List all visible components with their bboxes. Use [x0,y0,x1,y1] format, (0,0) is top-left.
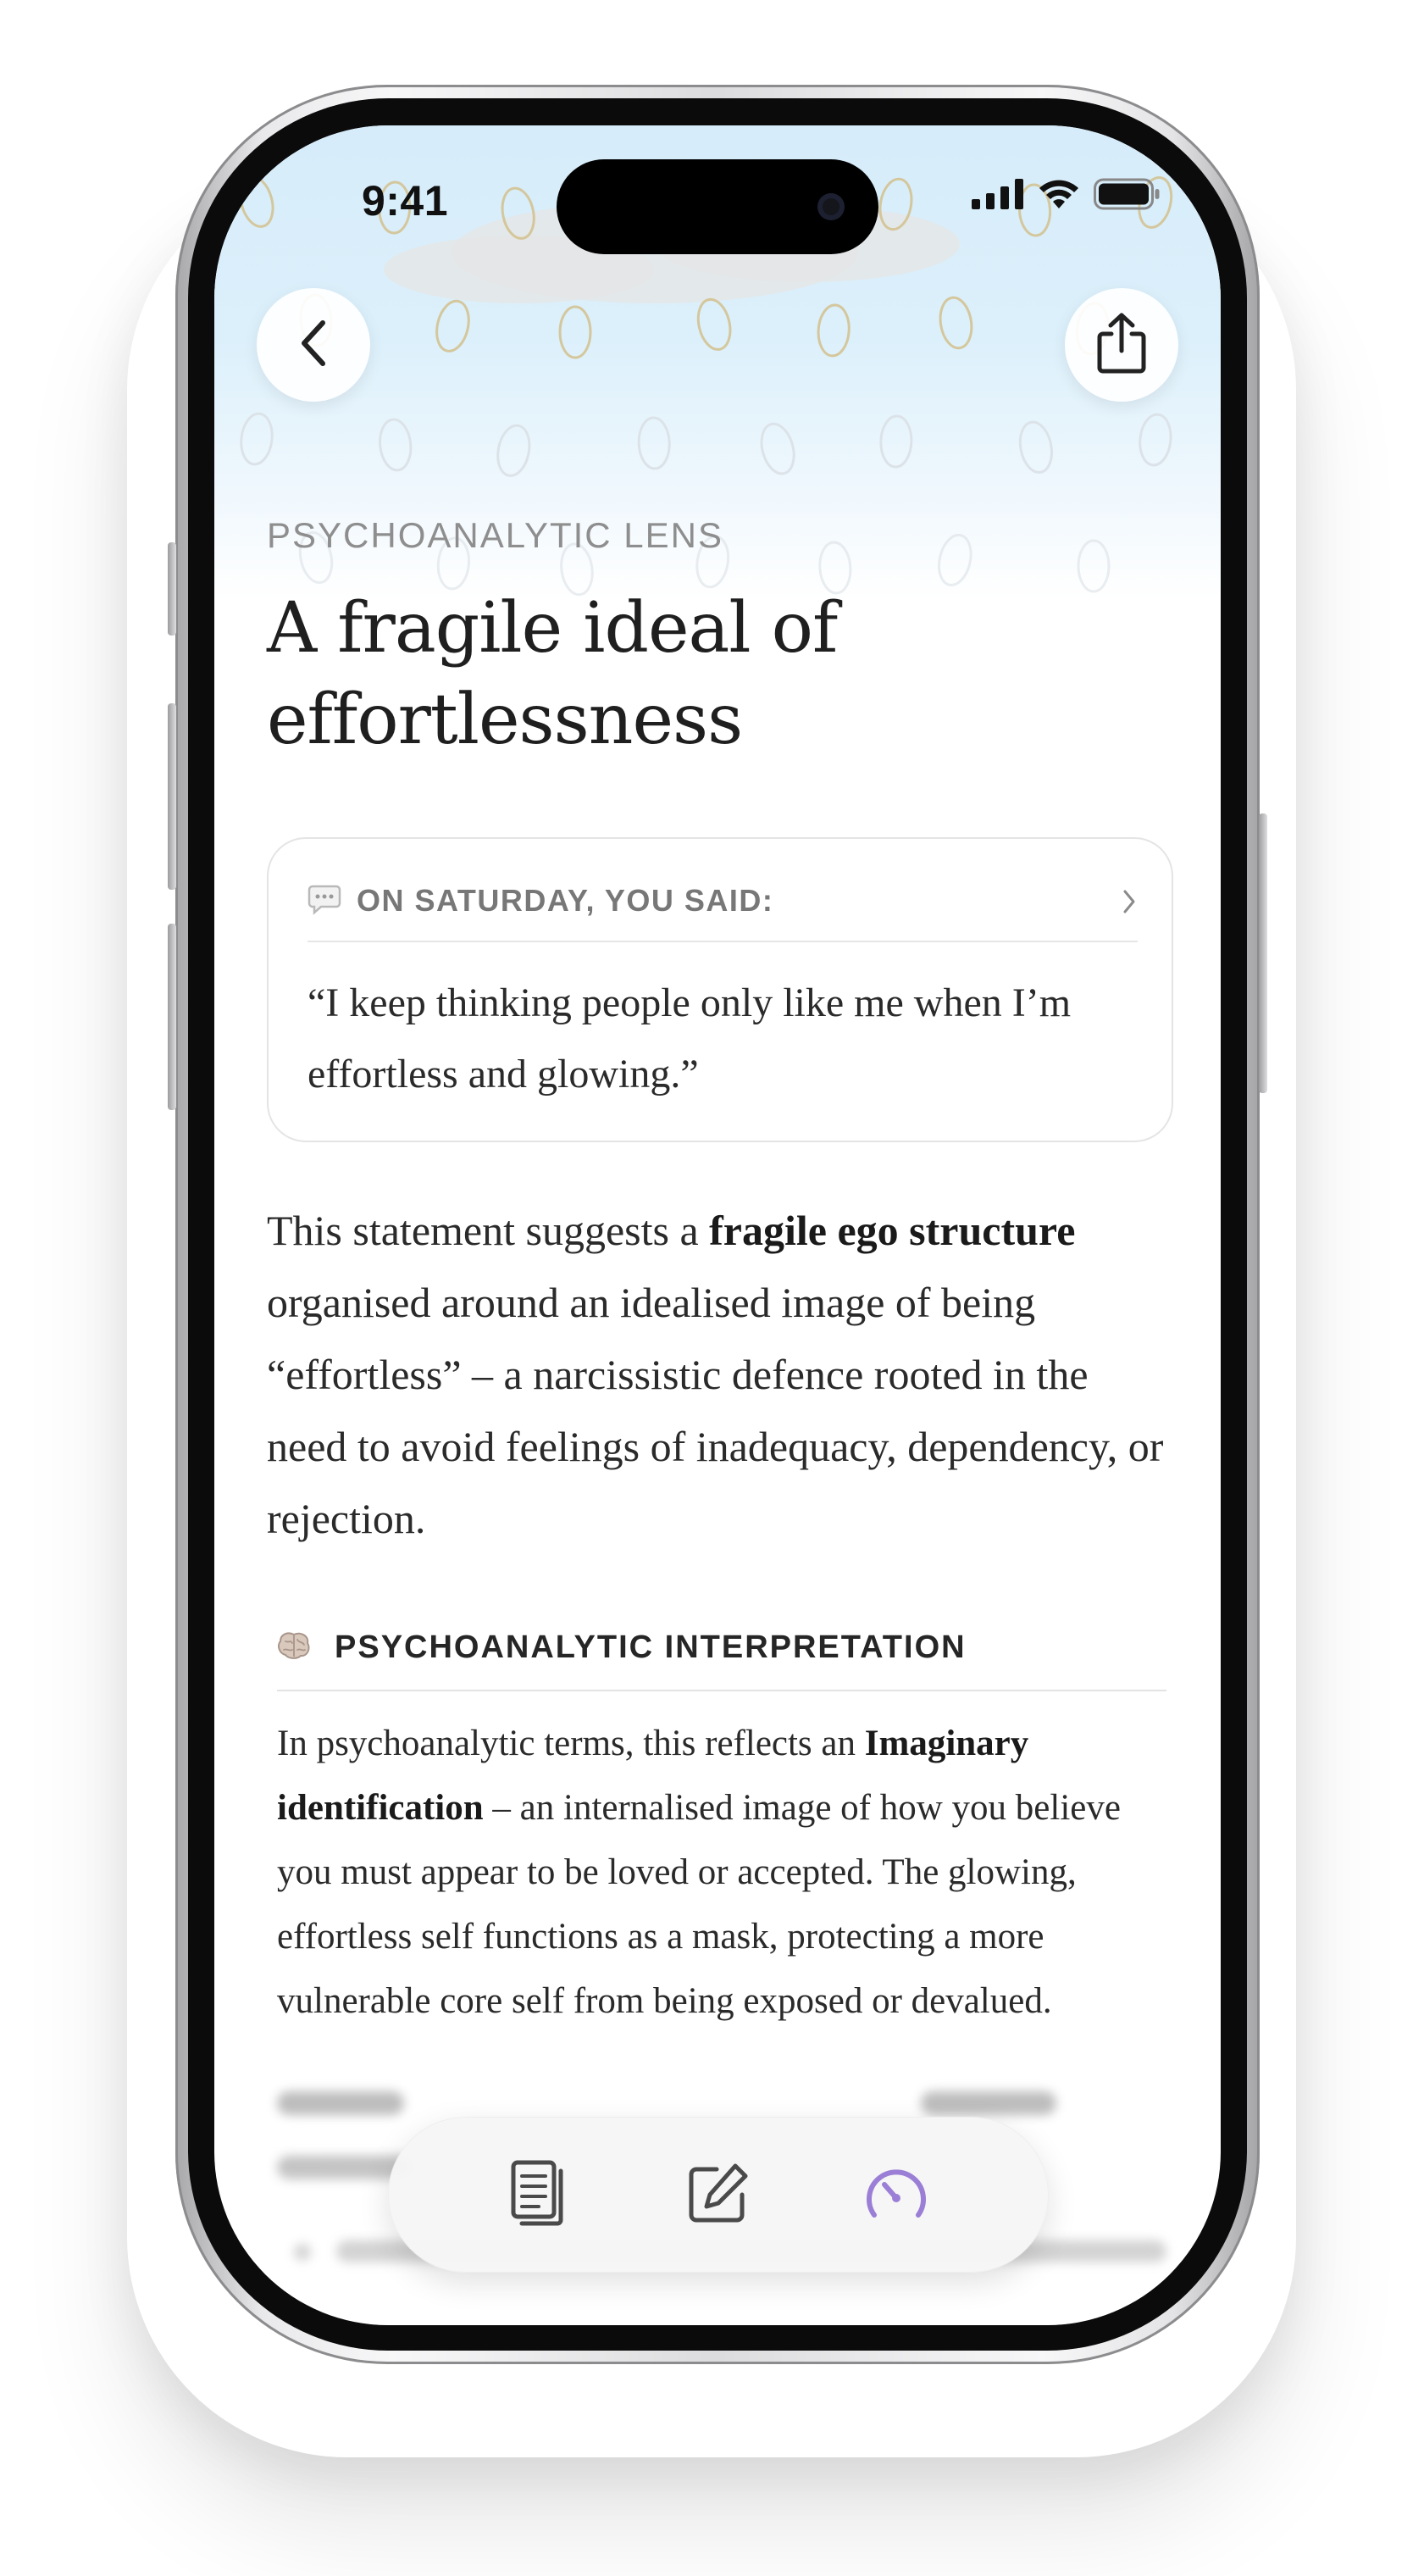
droplet-shape [235,173,278,230]
action-button [168,542,176,636]
droplet-shape [817,304,851,357]
speech-bubble-icon [308,883,341,919]
interpretation-paragraph [277,1712,1175,2034]
quote-card-header [308,880,1138,922]
interpretation-heading: PSYCHOANALYTIC INTERPRETATION [335,1629,967,1665]
share-button[interactable] [1065,288,1178,402]
interpretation-emphasis: Imaginary identification [277,1724,1029,1828]
interpretation-divider [277,1690,1166,1691]
droplet-shape [378,418,413,471]
interpretation-text-2: – an internalised image of how you believe you must appear to be loved or accepted. The glowing, effortless self functions as a mask, protecting a more vulnerable core self from being exposed or devalued. [277,1788,1121,2021]
summary-paragraph [267,1195,1173,1555]
cellular-signal-icon [972,179,1024,214]
quote-text: “I keep thinking people only like me when I’m effortless and glowing.” [308,980,1072,1096]
camera-icon [817,193,845,220]
quote-card-label: ON SATURDAY, YOU SAID: [357,883,774,918]
page-title-line-1: A fragile ideal of [267,588,838,669]
quote-card[interactable] [267,837,1173,1142]
compose-icon [686,2161,751,2229]
quote-card-divider [308,941,1138,942]
article-eyebrow: PSYCHOANALYTIC LENS [267,515,724,555]
page-title [267,583,1173,766]
brain-icon [277,1631,311,1664]
summary-text-2: organised around an idealised image of being “effortless” – a narcissistic defence rooted in the need to avoid feelings of inadequacy, dependency, or rejection. [267,1279,1164,1542]
droplet-shape [494,423,534,479]
droplet-shape [1138,413,1173,466]
tab-compose[interactable] [676,2152,761,2237]
journal-icon [508,2159,569,2231]
back-button[interactable] [257,288,370,402]
interpretation-text-1: In psychoanalytic terms, this reflects an [277,1724,865,1763]
droplet-shape [880,415,912,467]
interpretation-header [277,1622,1175,1673]
status-time: 9:41 [361,177,449,225]
droplet-shape [937,296,975,351]
droplet-shape [238,412,274,466]
droplet-shape [756,420,799,477]
volume-up-button [168,703,176,890]
summary-text-1: This statement suggests a [267,1207,710,1254]
tab-insights[interactable] [854,2152,939,2237]
gauge-icon [862,2162,930,2228]
droplet-shape [638,417,670,469]
dynamic-island [557,159,878,254]
tab-journal[interactable] [496,2152,581,2237]
app-screen [214,125,1221,2325]
summary-emphasis: fragile ego structure [709,1207,1076,1254]
droplet-shape [1017,419,1056,475]
chevron-right-icon[interactable] [1121,888,1138,919]
power-button [1259,813,1267,1093]
battery-icon [1094,178,1161,214]
droplet-shape [694,297,735,353]
wifi-icon [1038,178,1080,214]
tab-bar [388,2117,1049,2273]
droplet-shape [560,307,590,358]
chevron-left-icon [294,318,333,373]
droplet-shape [432,298,474,355]
share-icon [1094,312,1149,379]
status-icons [972,178,1161,214]
page-title-line-2: effortlessness [267,680,743,760]
volume-down-button [168,924,176,1110]
